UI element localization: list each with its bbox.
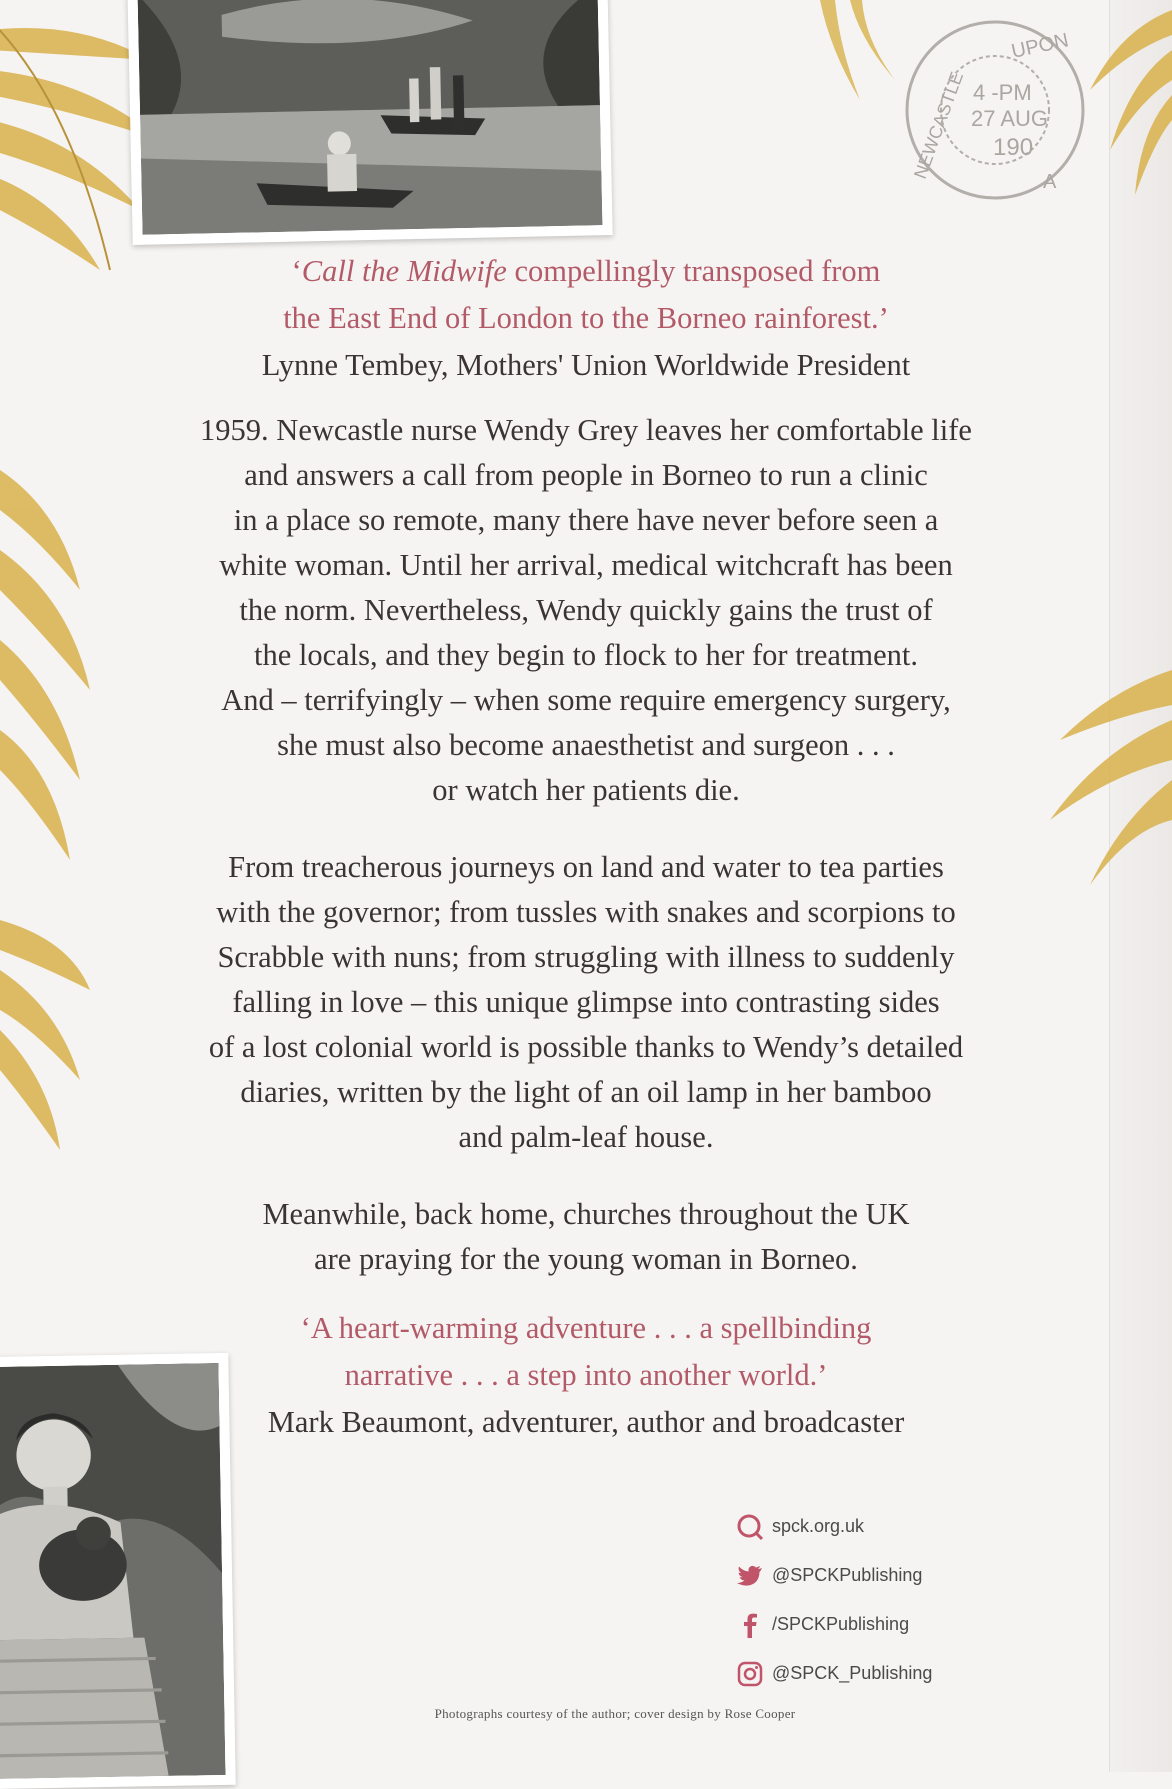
text-line: white woman. Until her arrival, medical witchcraft has been [219, 548, 953, 582]
facebook-label: /SPCKPublishing [772, 1614, 910, 1634]
text-line: and palm-leaf house. [458, 1120, 714, 1154]
quote-bottom-attribution: Mark Beaumont, adventurer, author and broadcaster [267, 1405, 905, 1439]
svg-text:A: A [1043, 171, 1057, 193]
text-line: the locals, and they begin to flock to her for treatment. [253, 638, 918, 672]
palm-leaf-left-lower [0, 920, 110, 1160]
social-links [736, 1502, 986, 1698]
text-line: Meanwhile, back home, churches throughout the UK [262, 1197, 910, 1231]
text-line: From treacherous journeys on land and water to tea parties [228, 850, 944, 884]
instagram-icon [736, 1660, 764, 1688]
text-line: the norm. Nevertheless, Wendy quickly gains the trust of [239, 593, 933, 627]
palm-leaf-right-mid [1040, 660, 1172, 890]
search-icon [736, 1513, 764, 1541]
endorsement-quote-top [120, 248, 1052, 389]
quote-top-line-2: the East End of London to the Borneo rainforest.’ [283, 301, 889, 335]
blurb-paragraph-3 [120, 1192, 1052, 1282]
text-line: Scrabble with nuns; from struggling with illness to suddenly [217, 940, 955, 974]
text-line: with the governor; from tussles with snakes and scorpions to [216, 895, 956, 929]
website-label: spck.org.uk [772, 1516, 865, 1536]
text-line: and answers a call from people in Borneo to run a clinic [244, 458, 928, 492]
photo-river-boats [127, 0, 612, 245]
instagram-label: @SPCK_Publishing [772, 1663, 933, 1683]
text-line: or watch her patients die. [432, 773, 740, 807]
facebook-icon [736, 1611, 764, 1639]
svg-text:UPON: UPON [1009, 29, 1071, 63]
quote-bottom-line-2: narrative . . . a step into another world.’ [344, 1358, 828, 1392]
text-line: diaries, written by the light of an oil lamp in her bamboo [240, 1075, 932, 1109]
facebook-link[interactable] [736, 1600, 986, 1649]
svg-text:27 AUG: 27 AUG [971, 106, 1049, 131]
palm-leaf-left-mid [0, 470, 100, 870]
endorsement-quote-bottom [120, 1305, 1052, 1446]
text-line: 1959. Newcastle nurse Wendy Grey leaves her comfortable life [200, 413, 972, 447]
svg-text:190: 190 [993, 134, 1034, 161]
palm-leaf-top-right-small [800, 0, 910, 110]
text-line: falling in love – this unique glimpse into contrasting sides [232, 985, 940, 1019]
website-link[interactable] [736, 1502, 986, 1551]
instagram-link[interactable] [736, 1649, 986, 1698]
text-line: And – terrifyingly – when some require emergency surgery, [221, 683, 951, 717]
text-line: are praying for the young woman in Borneo. [314, 1242, 858, 1276]
svg-text:4 -PM: 4 -PM [973, 80, 1032, 105]
photo-credits: Photographs courtesy of the author; cover design by Rose Cooper [434, 1706, 796, 1721]
text-line: she must also become anaesthetist and surgeon . . . [277, 728, 895, 762]
blurb-paragraph-1 [120, 408, 1052, 813]
twitter-label: @SPCKPublishing [772, 1565, 923, 1585]
postmark-stamp [895, 10, 1095, 210]
text-line: in a place so remote, many there have never before seen a [233, 503, 939, 537]
quote-bottom-line-1: ‘A heart-warming adventure . . . a spellbinding [300, 1311, 872, 1345]
svg-text:NEWCASTLE: NEWCASTLE [909, 69, 968, 182]
twitter-bird-icon [736, 1562, 764, 1590]
twitter-link[interactable] [736, 1551, 986, 1600]
photo-woman-with-orangutan [0, 1353, 236, 1789]
blurb-paragraph-2 [120, 845, 1052, 1160]
quote-top-attribution: Lynne Tembey, Mothers' Union Worldwide President [261, 348, 911, 382]
quote-top-line-1: ‘Call the Midwife compellingly transposed from [291, 254, 881, 288]
text-line: of a lost colonial world is possible thanks to Wendy’s detailed [208, 1030, 964, 1064]
